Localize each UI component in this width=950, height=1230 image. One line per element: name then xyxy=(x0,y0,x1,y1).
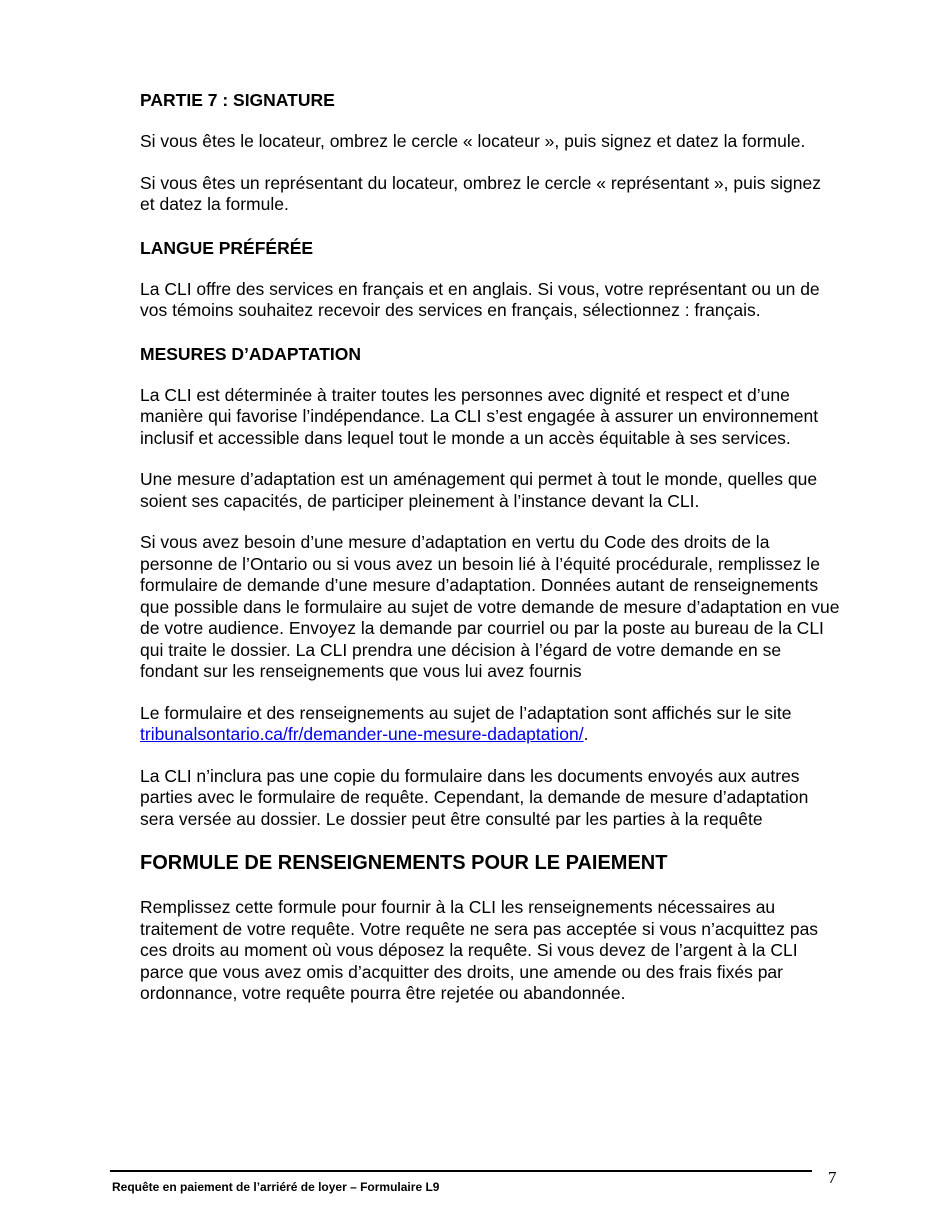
page-number: 7 xyxy=(828,1168,837,1187)
paragraph-accommodation-4 xyxy=(140,703,840,746)
paragraph-accommodation-1: La CLI est déterminée à traiter toutes les personnes avec dignité et respect et d’une manière qui favorise l’indépendance. La CLI s’est engagée à assurer un environnement inclusif et accessible dans lequel tout le monde a un accès équitable à ses services. xyxy=(140,384,819,448)
paragraph-signature-representative: Si vous êtes un représentant du locateur, ombrez le cercle « représentant », puis signez et datez la formule. xyxy=(140,172,821,214)
paragraph-accommodation-4-text: Le formulaire et des renseignements au sujet de l’adaptation sont affichés sur le site xyxy=(140,702,792,723)
document-body xyxy=(140,88,840,1025)
accommodation-link[interactable]: tribunalsontario.ca/fr/demander-une-mesure-dadaptation/ xyxy=(140,724,584,744)
footer-divider xyxy=(110,1170,812,1172)
paragraph-accommodation-3: Si vous avez besoin d’une mesure d’adaptation en vertu du Code des droits de la personne de l’Ontario ou si vous avez un besoin lié à l’équité procédurale, remplissez le formulaire de demande d’une mesure d’adaptation. Données autant de renseignements que possible dans le formulaire au sujet de votre demande de mesure d’adaptation en vue de votre audience. Envoyez la demande par courriel ou par la poste au bureau de la CLI qui traite le dossier. La CLI prendra une décision à l’égard de votre demande en se fondant sur les renseignements que vous lui avez fournis xyxy=(140,532,840,681)
footer-form-title: Requête en paiement de l’arriéré de loyer – Formulaire L9 xyxy=(112,1180,440,1194)
section-heading-payment: FORMULE DE RENSEIGNEMENTS POUR LE PAIEMENT xyxy=(140,852,668,874)
section-heading-accommodation: MESURES D’ADAPTATION xyxy=(140,343,362,364)
section-heading-signature: PARTIE 7 : SIGNATURE xyxy=(140,90,335,110)
paragraph-signature-landlord: Si vous êtes le locateur, ombrez le cercle « locateur », puis signez et datez la formule. xyxy=(140,131,806,151)
paragraph-accommodation-4-end: . xyxy=(583,724,589,744)
paragraph-accommodation-5: La CLI n’inclura pas une copie du formulaire dans les documents envoyés aux autres parties avec le formulaire de requête. Cependant, la demande de mesure d’adaptation sera versée au dossier. Le dossier peut être consulté par les parties à la requête xyxy=(140,765,809,829)
paragraph-payment: Remplissez cette formule pour fournir à la CLI les renseignements nécessaires au traitement de votre requête. Votre requête ne sera pas acceptée si vous n’acquittez pas ces droits au moment où vous déposez la requête. Si vous devez de l’argent à la CLI parce que vous avez omis d’acquitter des droits, une amende ou des frais fixés par ordonnance, votre requête pourra être rejetée ou abandonnée. xyxy=(140,897,819,1003)
paragraph-language: La CLI offre des services en français et en anglais. Si vous, votre représentant ou un de vos témoins souhaitez recevoir des services en français, sélectionnez : français. xyxy=(140,278,820,320)
section-heading-language: LANGUE PRÉFÉRÉE xyxy=(140,237,314,258)
paragraph-accommodation-2: Une mesure d’adaptation est un aménagement qui permet à tout le monde, quelles que soient ses capacités, de participer pleinement à l’instance devant la CLI. xyxy=(140,469,818,511)
